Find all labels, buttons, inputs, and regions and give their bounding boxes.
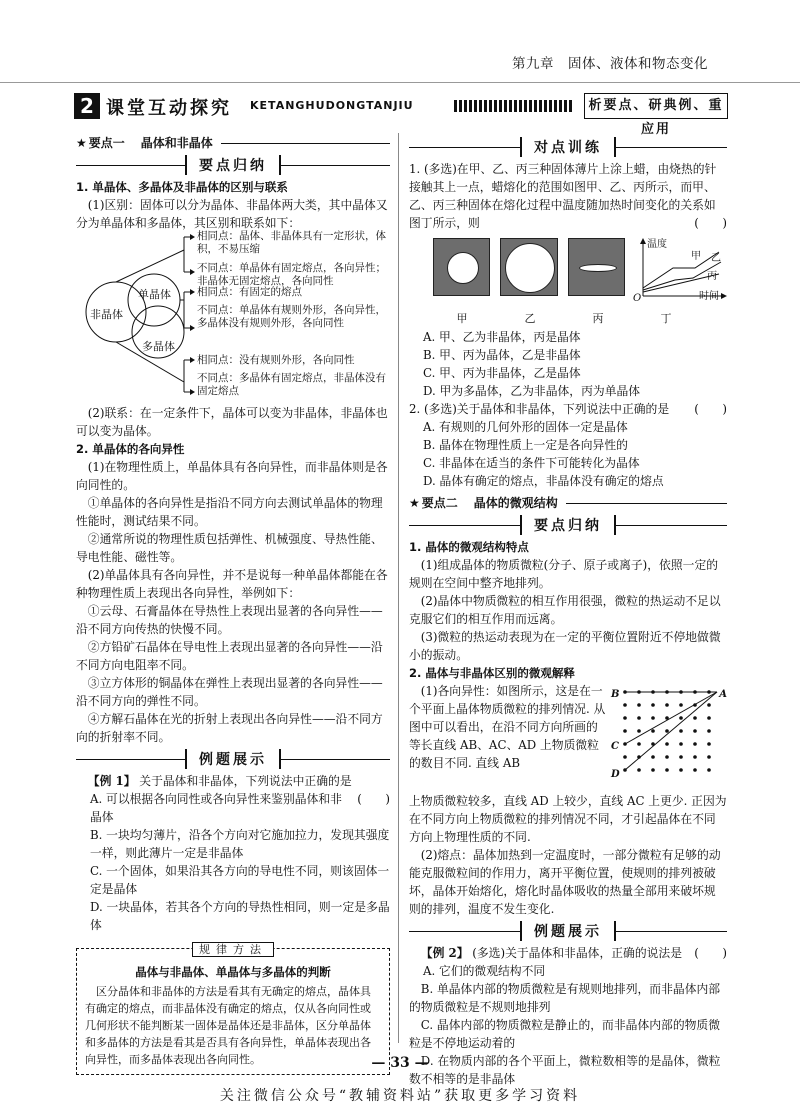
lattice-dot — [651, 755, 655, 759]
practice-q1 — [409, 160, 727, 232]
lattice-dot — [679, 729, 683, 733]
point2-summary-heading — [409, 514, 727, 536]
crystal-diagram — [76, 232, 390, 404]
lattice-dot — [693, 768, 697, 772]
section-pinyin: KETANGHUDONGTANJIU — [250, 99, 414, 112]
right-column — [409, 134, 727, 1088]
p2-text4a: (1)各向异性：如图所示，这是在一个平面上晶体物质微粒的排列情况. 从图中可以看出，在沿不同方向所画的等长直线 AB、AC、AD 上物质微粒的数目不同. 直线 AB — [409, 684, 606, 770]
lattice-dot — [651, 768, 655, 772]
practice-q1-stem: 1. (多选)在甲、乙、丙三种固体薄片上涂上蜡，由烧热的针接触其上一点，蜡熔化的范围如图甲、乙、丙所示，而甲、乙、丙三种固体在熔化过程中温度随加热时间变化的关系如图丁所示，则 — [409, 162, 717, 230]
lattice-dot — [679, 768, 683, 772]
lattice-dot — [679, 716, 683, 720]
group2-diff: 不同点：单晶体有规则外形，各向异性，多晶体没有规则外形，各向同性 — [197, 304, 386, 329]
page-number: — 33 — — [371, 1055, 429, 1071]
left-column — [76, 134, 390, 1075]
summary-title: 要点归纳 — [185, 155, 281, 175]
point2-title: 晶体的微观结构 — [473, 496, 558, 510]
lattice-dot — [707, 729, 711, 733]
graph-origin: O — [632, 293, 642, 304]
group1-diff: 不同点：单晶体有固定熔点，各向异性；非晶体无固定熔点，各向同性 — [197, 262, 386, 287]
p2-text4b: 上物质微粒较多，直线 AD 上较少，直线 AC 上更少. 正因为在不同方向上物质微粒的排列情况不同，才引起晶体在不同方向上物理性质的不同. — [409, 794, 727, 844]
star-icon: ★ — [409, 496, 420, 510]
practice-q2-d: D. 晶体有确定的熔点，非晶体没有确定的熔点 — [423, 474, 664, 488]
p2-text3: (3)微粒的热运动表现为在一定的平衡位置附近不停地做微小的振动。 — [409, 630, 721, 662]
summary-title: 要点归纳 — [520, 515, 616, 535]
example-title: 例题展示 — [520, 921, 616, 941]
example2-paren: ( ) — [694, 946, 727, 960]
fig-label-bing: 丙 — [592, 312, 604, 325]
fig-yi-circle — [505, 243, 555, 293]
practice-q2-c: C. 非晶体在适当的条件下可能转化为晶体 — [423, 456, 640, 470]
lattice-svg — [611, 682, 727, 792]
lattice-dot — [651, 716, 655, 720]
example2-option-b: B. 单晶体内部的物质微粒是有规则地排列，而非晶体内部的物质微粒是不规则地排列 — [409, 982, 721, 1014]
label-amorphous: 非晶体 — [90, 308, 123, 321]
lattice-dot — [637, 716, 641, 720]
header-rule — [0, 82, 800, 83]
lattice-dot — [665, 768, 669, 772]
lattice-label-a: A — [719, 689, 727, 700]
lattice-dot — [623, 716, 627, 720]
point2-example-heading — [409, 920, 727, 942]
p2-heading2: 2. 晶体与非晶体区别的微观解释 — [409, 666, 575, 680]
lattice-dot — [651, 729, 655, 733]
lattice-dot — [637, 768, 641, 772]
group1-same: 相同点：晶体、非晶体具有一定形状，体积，不易压缩 — [197, 230, 386, 255]
label-single: 单晶体 — [138, 288, 171, 301]
point1-title: 晶体和非晶体 — [140, 136, 213, 150]
example1-question — [76, 772, 390, 806]
practice-q1-c: C. 甲、丙为非晶体，乙是晶体 — [423, 366, 581, 380]
chapter-header: 第九章 固体、液体和物态变化 — [512, 56, 708, 72]
lattice-figure — [611, 682, 727, 792]
p1-text6: (2)单晶体具有各向异性，并不是说每一种单晶体都能在各种物理性质上表现出各向异性，举例如下： — [76, 568, 388, 600]
p1-text1: (1)区别：固体可以分为晶体、非晶体两大类，其中晶体又分为单晶体和多晶体，其区别和联系如下： — [76, 198, 388, 230]
practice-q1-a: A. 甲、乙为非晶体，丙是晶体 — [423, 330, 581, 344]
lattice-dot — [679, 742, 683, 746]
fig-label-yi: 乙 — [524, 312, 536, 325]
lattice-dot — [679, 755, 683, 759]
lattice-dot — [679, 703, 683, 707]
section-stripe — [454, 100, 574, 112]
fig-jia-plate — [433, 238, 490, 296]
group3-diff: 不同点：多晶体有固定熔点，非晶体没有固定熔点 — [197, 372, 386, 397]
lattice-dot — [665, 703, 669, 707]
section-title: 课堂互动探究 — [106, 98, 232, 119]
example1-option-a: A. 可以根据各向同性或各向异性来鉴别晶体和非晶体 — [90, 792, 342, 824]
fig-ding-graph — [632, 238, 727, 304]
practice-title: 对点训练 — [520, 137, 616, 157]
p1-text3: (1)在物理性质上，单晶体具有各向异性，而非晶体则是各向同性的。 — [76, 460, 388, 492]
lattice-label-b: B — [611, 689, 620, 700]
lattice-dot — [665, 729, 669, 733]
practice-heading — [409, 136, 727, 158]
p2-text5: (2)熔点：晶体加热到一定温度时，一部分微粒有足够的动能克服微粒间的作用力，离开平衡位置，使规则的排列被破坏，晶体开始熔化，熔化时晶体吸收的热量全部用来破坏规则的排列，温度不发生变化. — [409, 848, 721, 916]
example-title: 例题展示 — [185, 749, 281, 769]
lattice-dot — [707, 768, 711, 772]
lattice-dot — [623, 729, 627, 733]
fig-bing-ellipse — [579, 264, 617, 272]
fig-bing-plate — [568, 238, 625, 296]
practice-q2-paren: ( ) — [694, 402, 727, 416]
example1-option-c: C. 一个固体，如果沿其各方向的导电性不同，则该固体一定是晶体 — [90, 864, 390, 896]
point1-example-heading — [76, 748, 390, 770]
graph-y-label: 温度 — [646, 239, 667, 250]
anisotropy-block — [409, 682, 727, 846]
star-icon: ★ — [76, 136, 87, 150]
practice-q2-b: B. 晶体在物理性质上一定是各向异性的 — [423, 438, 628, 452]
method-tag-text: 规律方法 — [192, 942, 274, 957]
practice-q2-stem: 2. (多选)关于晶体和非晶体，下列说法中正确的是 — [409, 402, 670, 416]
practice-q1-b: B. 甲、丙为晶体，乙是非晶体 — [423, 348, 581, 362]
example1-stem: 关于晶体和非晶体，下列说法中正确的是 — [139, 774, 352, 788]
example2-question — [409, 944, 727, 962]
fig-label-ding: 丁 — [660, 312, 672, 325]
wax-figures — [409, 238, 727, 320]
example2-stem: (多选)关于晶体和非晶体，正确的说法是 — [472, 946, 683, 960]
p2-heading1: 1. 晶体的微观结构特点 — [409, 540, 529, 554]
graph-curve-jia: 甲 — [690, 251, 701, 262]
lattice-dot — [637, 729, 641, 733]
point2-heading — [409, 494, 727, 512]
example1-option-b: B. 一块均匀薄片，沿各个方向对它施加拉力，发现其强度一样，则此薄片一定是非晶体 — [90, 828, 390, 860]
footer-note: 关注微信公众号“教辅资料站”获取更多学习资料 — [219, 1088, 581, 1104]
point2-label: 要点二 — [421, 496, 458, 510]
graph-curve-yi: 乙 — [710, 253, 721, 264]
practice-q1-d: D. 甲为多晶体，乙为非晶体，丙为单晶体 — [423, 384, 641, 398]
example2-option-d: D. 在物质内部的各个平面上，微粒数相等的是晶体，微粒数不相等的是非晶体 — [409, 1054, 721, 1086]
p1-text7: ①云母、石膏晶体在导热性上表现出显著的各向异性——沿不同方向传热的快慢不同。 — [76, 604, 383, 636]
point1-heading — [76, 134, 390, 152]
lattice-label-d: D — [611, 769, 620, 780]
graph-curve-bing: 丙 — [706, 271, 717, 282]
example2-option-a: A. 它们的微观结构不同 — [423, 964, 546, 978]
lattice-dot — [693, 716, 697, 720]
section-banner — [74, 93, 726, 137]
graph-x-label: 时间 — [698, 291, 719, 302]
example1-tag: 【例 1】 — [87, 774, 136, 788]
section-tagline: 析要点、研典例、重应用 — [584, 93, 728, 119]
practice-q2-a: A. 有规则的几何外形的固体一定是晶体 — [423, 420, 628, 434]
group2-same: 相同点：有固定的熔点 — [197, 286, 302, 298]
method-title: 晶体与非晶体、单晶体与多晶体的判断 — [135, 965, 331, 979]
p1-text10: ④方解石晶体在光的折射上表现出各向异性——沿不同方向的折射率不同。 — [76, 712, 383, 744]
p1-text5: ②通常所说的物理性质包括弹性、机械强度、导热性能、导电性能、磁性等。 — [76, 532, 383, 564]
point1-label: 要点一 — [88, 136, 125, 150]
fig-jia-circle — [447, 252, 479, 284]
lattice-dot — [637, 742, 641, 746]
example2-tag: 【例 2】 — [420, 946, 469, 960]
lattice-dot — [637, 703, 641, 707]
fig-label-jia: 甲 — [456, 312, 468, 325]
lattice-dot — [707, 703, 711, 707]
lattice-dot — [623, 755, 627, 759]
example1-option-d: D. 一块晶体，若其各个方向的导热性相同，则一定是多晶体 — [90, 900, 390, 932]
practice-q2 — [409, 400, 727, 418]
column-divider — [398, 133, 399, 1043]
example2-option-c: C. 晶体内部的物质微粒是静止的，而非晶体内部的物质微粒是不停地运动着的 — [409, 1018, 721, 1050]
lattice-dot — [693, 729, 697, 733]
p1-text8: ②方铅矿石晶体在导电性上表现出显著的各向异性——沿不同方向电阻率不同。 — [76, 640, 383, 672]
wax-figure-labels — [433, 310, 727, 328]
point1-summary-heading — [76, 154, 390, 176]
fig-yi-plate — [500, 238, 557, 296]
lattice-dot — [707, 716, 711, 720]
practice-q1-paren: ( ) — [694, 216, 727, 230]
section-number: 2 — [74, 93, 100, 119]
example1-paren: ( ) — [357, 792, 390, 806]
lattice-dot — [665, 755, 669, 759]
group3-same: 相同点：没有规则外形，各向同性 — [197, 354, 355, 366]
p2-text2: (2)晶体中物质微粒的相互作用很强，微粒的热运动不足以克服它们的相互作用而远离。 — [409, 594, 721, 626]
p2-text1: (1)组成晶体的物质微粒(分子、原子或离子)，依照一定的规则在空间中整齐地排列。 — [409, 558, 719, 590]
lattice-label-c: C — [611, 741, 619, 752]
p1-text4: ①单晶体的各向异性是指沿不同方向去测试单晶体的物理性能时，测试结果不同。 — [76, 496, 383, 528]
lattice-dot — [693, 742, 697, 746]
p1-text2: (2)联系：在一定条件下，晶体可以变为非晶体，非晶体也可以变为晶体。 — [76, 406, 388, 438]
method-tag — [85, 941, 381, 959]
lattice-dot — [693, 755, 697, 759]
p1-text9: ③立方体形的铜晶体在弹性上表现出显著的各向异性——沿不同方向的弹性不同。 — [76, 676, 383, 708]
p1-heading1: 1. 单晶体、多晶体及非晶体的区别与联系 — [76, 180, 288, 194]
method-text: 区分晶体和非晶体的方法是看其有无确定的熔点，晶体具有确定的熔点，而非晶体没有确定的熔点，仅从各向同性或几何形状不能判断某一固体是晶体还是非晶体，区分单晶体和多晶体的方法是看其是否具有各向异性，单晶体表现出各向异性，而多晶体表现出各向同性。 — [85, 985, 371, 1066]
lattice-dot — [707, 755, 711, 759]
label-poly: 多晶体 — [142, 340, 175, 353]
lattice-dot — [651, 703, 655, 707]
lattice-dot — [623, 703, 627, 707]
p1-heading2: 2. 单晶体的各向异性 — [76, 442, 185, 456]
lattice-dot — [707, 742, 711, 746]
lattice-dot — [665, 742, 669, 746]
